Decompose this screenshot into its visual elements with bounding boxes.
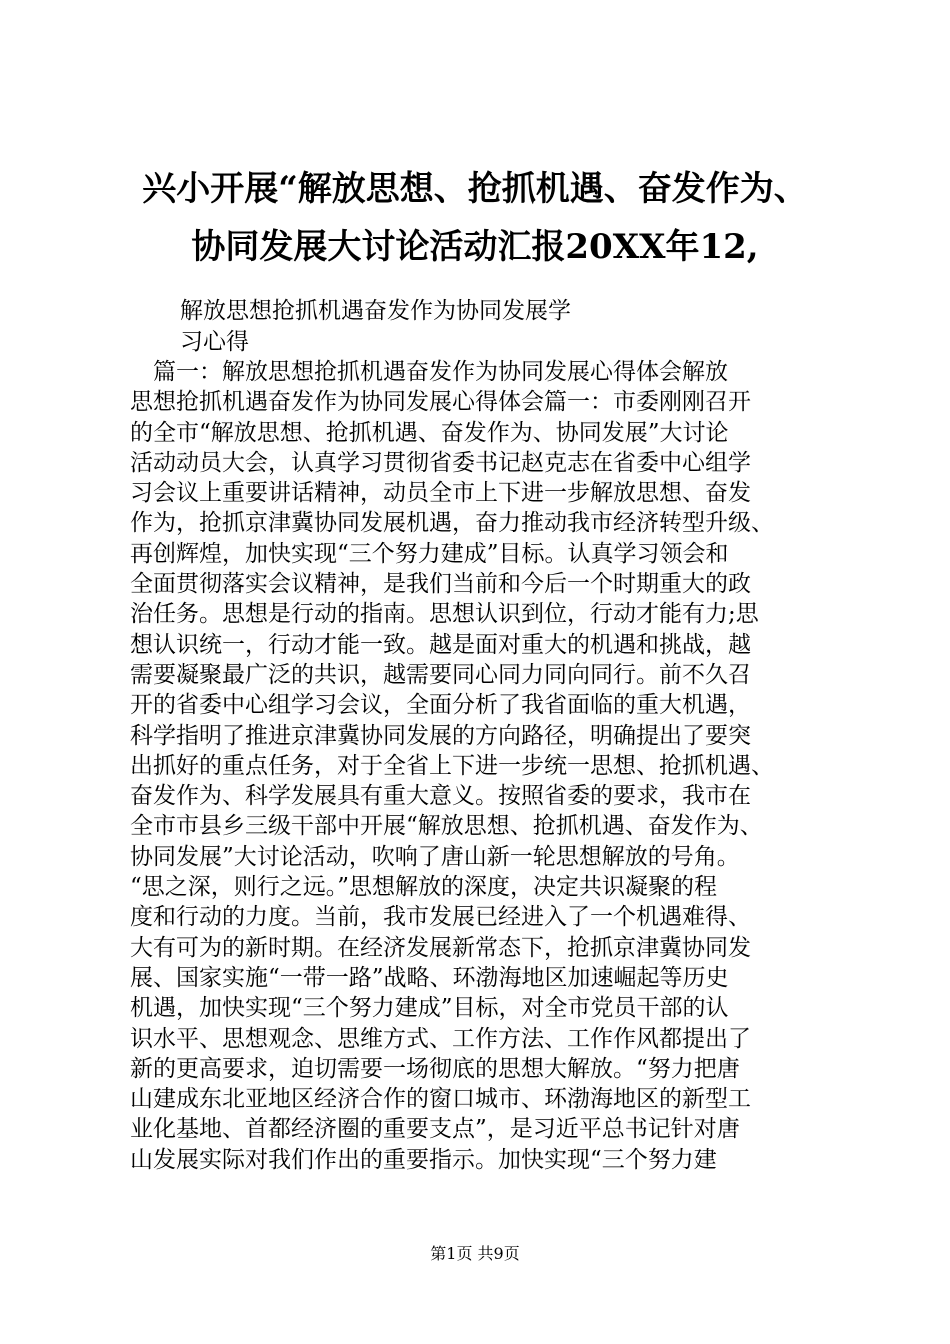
document-title [110,160,840,276]
body-line: 山建成东北亚地区经济合作的窗口城市、环渤海地区的新型工 [130,1086,751,1113]
body-line: 治任务。思想是行动的指南。思想认识到位，行动才能有力;思 [130,601,759,628]
body-line: 思想抢抓机遇奋发作为协同发展心得体会篇一：市委刚刚召开 [130,389,751,416]
title-line: 兴小开展“解放思想、抢抓机遇、奋发作为、 [142,169,808,209]
body-line: 全面贯彻落实会议精神，是我们当前和今后一个时期重大的政 [130,571,751,598]
body-line: 出抓好的重点任务，对于全省上下进一步统一思想、抢抓机遇、 [130,752,774,779]
body-line: 度和行动的力度。当前，我市发展已经进入了一个机遇难得、 [130,904,751,931]
body-line: 大有可为的新时期。在经济发展新常态下，抢抓京津冀协同发 [130,934,751,961]
document-body [130,357,830,1175]
body-line: 再创辉煌，加快实现“三个努力建成”目标。认真学习领会和 [130,540,729,567]
body-line: 山发展实际对我们作出的重要指示。加快实现“三个努力建 [130,1146,717,1173]
body-line: “思之深，则行之远。”思想解放的深度，决定共识凝聚的程 [130,874,718,901]
subtitle-line: 习心得 [180,329,249,355]
body-line: 奋发作为、科学发展具有重大意义。按照省委的要求，我市在 [130,783,751,810]
body-line: 需要凝聚最广泛的共识，越需要同心同力同向同行。前不久召 [130,661,751,688]
body-line: 活动动员大会，认真学习贯彻省委书记赵克志在省委中心组学 [130,449,751,476]
body-line: 想认识统一，行动才能一致。越是面对重大的机遇和挑战，越 [130,631,751,658]
title-line: 协同发展大讨论活动汇报20XX年12, [191,227,759,267]
body-line: 识水平、思想观念、思维方式、工作方法、工作作风都提出了 [130,1025,751,1052]
body-line: 作为，抢抓京津冀协同发展机遇，奋力推动我市经济转型升级、 [130,510,774,537]
body-line: 机遇，加快实现“三个努力建成”目标，对全市党员干部的认 [130,995,729,1022]
subtitle-line: 解放思想抢抓机遇奋发作为协同发展学 [180,298,571,324]
body-line: 业化基地、首都经济圈的重要支点”，是习近平总书记针对唐 [130,1116,740,1143]
body-line: 展、国家实施“一带一路”战略、环渤海地区加速崛起等历史 [130,964,729,991]
body-line: 新的更高要求，迫切需要一场彻底的思想大解放。“努力把唐 [130,1055,740,1082]
body-line: 协同发展”大讨论活动，吹响了唐山新一轮思想解放的号角。 [130,843,740,870]
page-number-footer: 第1页 共9页 [430,1244,520,1263]
body-line: 全市市县乡三级干部中开展“解放思想、抢抓机遇、奋发作为、 [130,813,763,840]
body-line: 习会议上重要讲话精神，动员全市上下进一步解放思想、奋发 [130,480,751,507]
body-line: 的全市“解放思想、抢抓机遇、奋发作为、协同发展”大讨论 [130,419,729,446]
body-line: 科学指明了推进京津冀协同发展的方向路径，明确提出了要突 [130,722,751,749]
body-line: 开的省委中心组学习会议，全面分析了我省面临的重大机遇， [130,692,751,719]
document-subtitle [180,296,640,358]
body-line: 篇一：解放思想抢抓机遇奋发作为协同发展心得体会解放 [130,359,728,385]
